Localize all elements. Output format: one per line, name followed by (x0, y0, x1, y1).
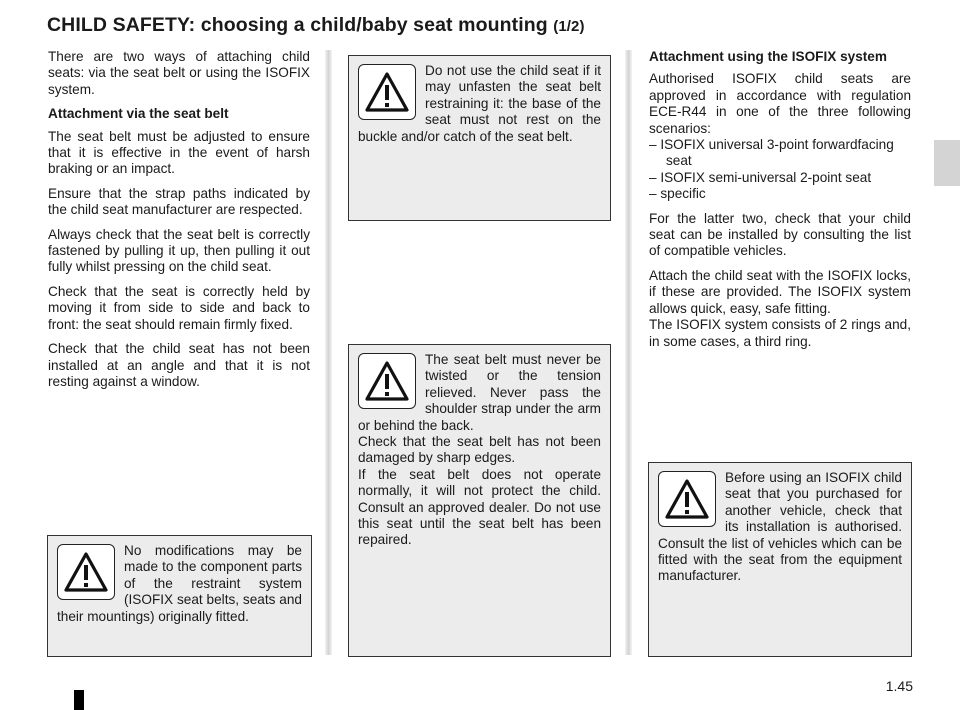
warning-box-seat-belt (348, 344, 611, 657)
paragraph: Check that the child seat has not been installed at an angle and that it is not resting against a window. (48, 341, 310, 389)
warning-text: Before using an ISOFIX child seat that you purchased for another vehicle, check that its installation is authorised. Consult the list of vehicles which can be fitted with the seat from the equipment manufacturer. (658, 470, 902, 584)
warning-box-unfasten (348, 55, 611, 221)
page-number: 1.45 (885, 678, 913, 694)
warning-text: Check that the seat belt has not been damaged by sharp edges. (358, 434, 601, 466)
page-title (47, 14, 585, 37)
warning-box-modifications (47, 535, 312, 657)
scenario-list (649, 137, 911, 203)
warning-triangle-icon (358, 64, 416, 120)
crop-mark (74, 690, 84, 710)
paragraph: Always check that the seat belt is correctly fastened by pulling it up, then pulling it out fully whilst pressing on the child seat. (48, 226, 310, 275)
warning-triangle-icon (57, 544, 115, 600)
list-item: – ISOFIX semi-universal 2-point seat (649, 169, 872, 185)
paragraph: Authorised ISOFIX child seats are approved in accordance with regulation ECE-R44 in one of the three following scenarios: (649, 71, 911, 136)
isofix-heading: Attachment using the ISOFIX system (649, 49, 887, 64)
paragraph: Attach the child seat with the ISOFIX locks, if these are provided. The ISOFIX system allows quick, easy, safe fitting. (649, 267, 911, 316)
warning-triangle-icon (658, 471, 716, 527)
paragraph: The ISOFIX system consists of 2 rings and, in some cases, a third ring. (649, 317, 911, 349)
column-divider (325, 50, 332, 655)
warning-text: Do not use the child seat if it may unfasten the seat belt restraining it: the base of the seat must not rest on the buckle and/or catch of the seat belt. (358, 63, 601, 144)
paragraph: For the latter two, check that your child seat can be installed by consulting the list of compatible vehicles. (649, 210, 911, 259)
paragraph: Ensure that the strap paths indicated by the child seat manufacturer are respected. (48, 185, 310, 218)
warning-triangle-icon (358, 353, 416, 409)
warning-box-isofix (648, 462, 912, 657)
column-left (48, 49, 310, 398)
list-item: – specific (649, 186, 706, 202)
column-divider (625, 50, 632, 655)
paragraph: Check that the seat is correctly held by moving it from side to side and back to front: the seat should remain firmly fixed. (48, 283, 310, 332)
list-item: – ISOFIX universal 3-point forwardfacing seat (649, 137, 894, 169)
intro-paragraph: There are two ways of attaching child seats: via the seat belt or using the ISOFIX system. (48, 49, 310, 97)
warning-text: If the seat belt does not operate normally, it will not protect the child. Consult an approved dealer. Do not use this seat until the seat belt has been repaired. (358, 466, 601, 548)
column-right (649, 49, 911, 358)
page-title-part: (1/2) (553, 18, 585, 35)
warning-text: The seat belt must never be twisted or the tension relieved. Never pass the shoulder strap under the arm or behind the back. (358, 352, 601, 433)
chapter-tab (934, 140, 960, 186)
paragraph: The seat belt must be adjusted to ensure that it is effective in the event of harsh braking or an impact. (48, 128, 310, 177)
warning-text: No modifications may be made to the component parts of the restraint system (ISOFIX seat belts, seats and their mountings) originally fitted. (57, 543, 302, 624)
page-title-main: CHILD SAFETY: choosing a child/baby seat mounting (47, 14, 554, 36)
seat-belt-heading: Attachment via the seat belt (48, 106, 229, 122)
